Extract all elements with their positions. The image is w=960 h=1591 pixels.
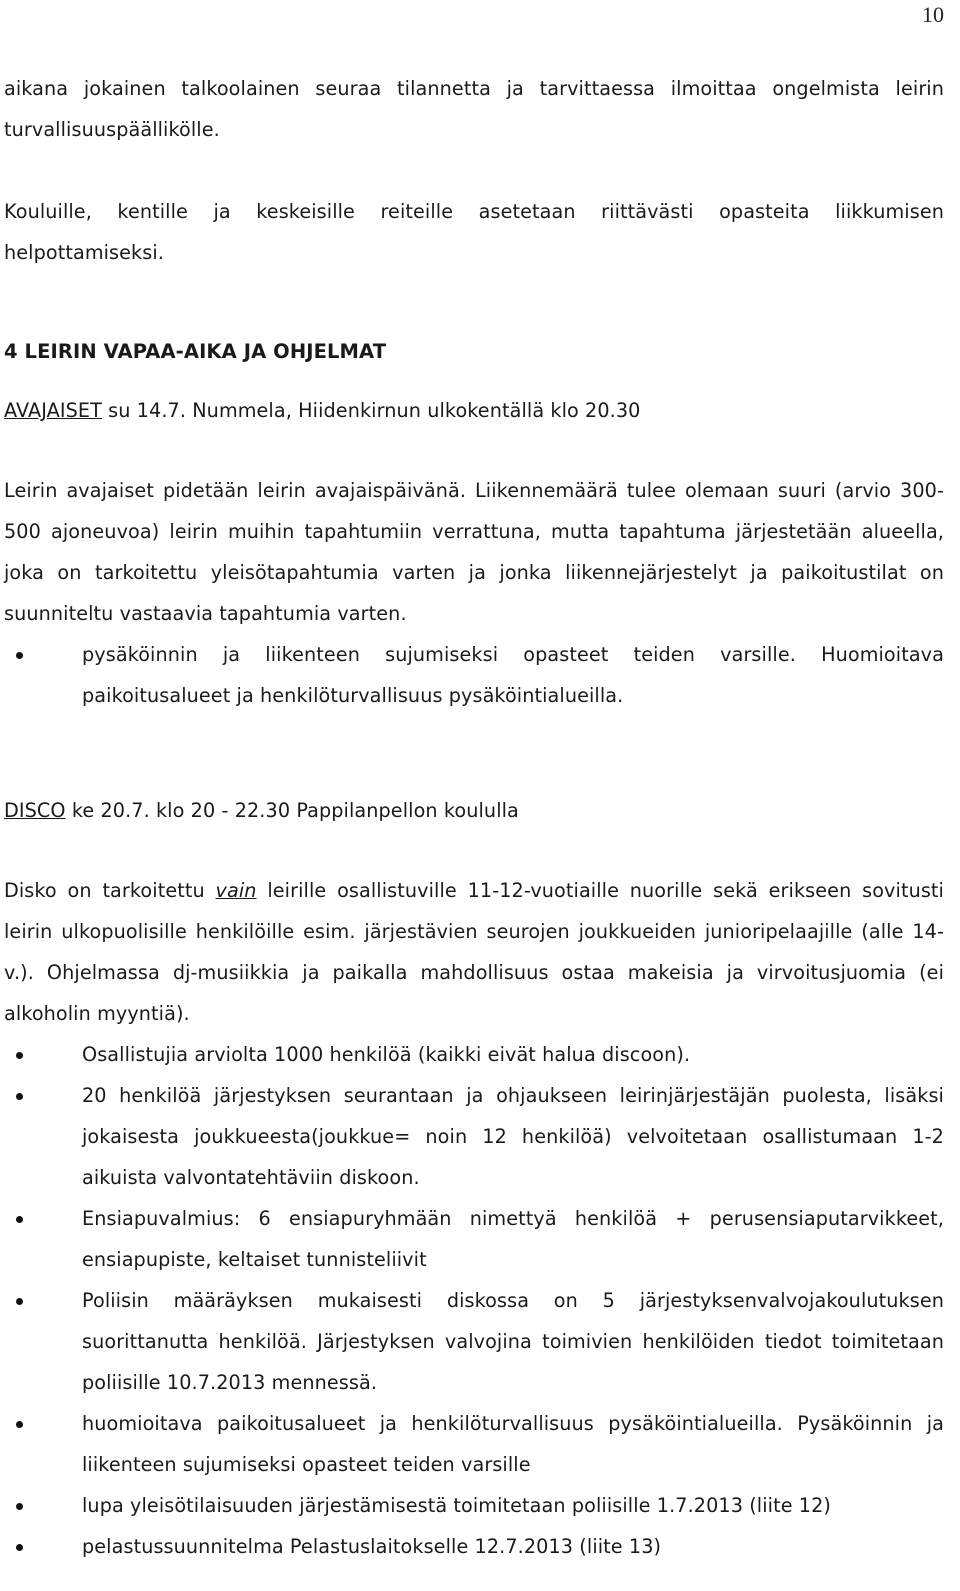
list-item: Poliisin määräyksen mukaisesti diskossa on 5 järjestyksenvalvojakoulutuksen suorittanutta henkilöä. Järjestyksen valvojina toimivien henkilöiden tiedot toimitetaan poliisille 10.7.2013 mennessä.: [4, 1280, 944, 1403]
disco-label: DISCO: [4, 799, 66, 822]
avajaiset-header: [4, 390, 944, 431]
disco-paragraph: Disko on tarkoitettu vain leirille osallistuville 11-12-vuotiaille nuorille sekä erikseen sovitusti leirin ulkopuolisille henkilöille esim. järjestävien seurojen joukkueiden junioripelaajille (alle 14-v.). Ohjelmassa dj-musiikkia ja paikalla mahdollisuus ostaa makeisia ja virvoitusjuomia (ei alkoholin myyntiä).: [4, 879, 944, 1025]
list-item: huomioitava paikoitusalueet ja henkilöturvallisuus pysäköintialueilla. Pysäköinnin ja liikenteen sujumiseksi opasteet teiden varsille: [4, 1403, 944, 1485]
list-item: pysäköinnin ja liikenteen sujumiseksi opasteet teiden varsille. Huomioitava paikoitusalueet ja henkilöturvallisuus pysäköintialueilla.: [4, 634, 944, 716]
emphasis-vain: vain: [215, 879, 257, 902]
disco-bullet-list: [4, 1034, 944, 1567]
list-item: pelastussuunnitelma Pelastuslaitokselle 12.7.2013 (liite 13): [4, 1526, 944, 1567]
bullet-icon: [16, 1093, 23, 1100]
avajaiset-details: su 14.7. Nummela, Hiidenkirnun ulkokentällä klo 20.30: [101, 399, 641, 422]
list-item: Ensiapuvalmius: 6 ensiapuryhmään nimettyä henkilöä + perusensiaputarvikkeet, ensiapupiste, keltaiset tunnisteliivit: [4, 1198, 944, 1280]
list-item: lupa yleisötilaisuuden järjestämisestä toimitetaan poliisille 1.7.2013 (liite 12): [4, 1485, 944, 1526]
disco-details: ke 20.7. klo 20 - 22.30 Pappilanpellon koululla: [65, 799, 519, 822]
page-number: 10: [922, 2, 944, 27]
list-item: Osallistujia arviolta 1000 henkilöä (kaikki eivät halua discoon).: [4, 1034, 944, 1075]
list-item: 20 henkilöä järjestyksen seurantaan ja ohjaukseen leirinjärjestäjän puolesta, lisäksi jokaisesta joukkueesta(joukkue= noin 12 henkilöä) velvoitetaan osallistumaan 1-2 aikuista valvontatehtäviin diskoon.: [4, 1075, 944, 1198]
intro-paragraph-2: Kouluille, kentille ja keskeisille reiteille asetetaan riittävästi opasteita liikkumisen helpottamiseksi.: [4, 200, 944, 264]
document-body: [4, 68, 944, 1567]
bullet-icon: [16, 1421, 23, 1428]
bullet-icon: [16, 652, 23, 659]
disco-header: [4, 790, 944, 831]
avajaiset-label: AVAJAISET: [4, 399, 102, 422]
bullet-icon: [16, 1298, 23, 1305]
intro-paragraph-1: aikana jokainen talkoolainen seuraa tilannetta ja tarvittaessa ilmoittaa ongelmista leirin turvallisuuspäällikölle.: [4, 77, 944, 141]
bullet-icon: [16, 1052, 23, 1059]
avajaiset-paragraph: Leirin avajaiset pidetään leirin avajaispäivänä. Liikennemäärä tulee olemaan suuri (arvio 300-500 ajoneuvoa) leirin muihin tapahtumiin verrattuna, mutta tapahtuma järjestetään alueella, joka on tarkoitettu yleisötapahtumia varten ja jonka liikennejärjestelyt ja paikoitustilat on suunniteltu vastaavia tapahtumia varten.: [4, 479, 944, 625]
section-heading: 4 LEIRIN VAPAA-AIKA JA OHJELMAT: [4, 340, 387, 363]
avajaiset-bullet-list: [4, 634, 944, 716]
bullet-icon: [16, 1503, 23, 1510]
bullet-icon: [16, 1544, 23, 1551]
bullet-icon: [16, 1216, 23, 1223]
